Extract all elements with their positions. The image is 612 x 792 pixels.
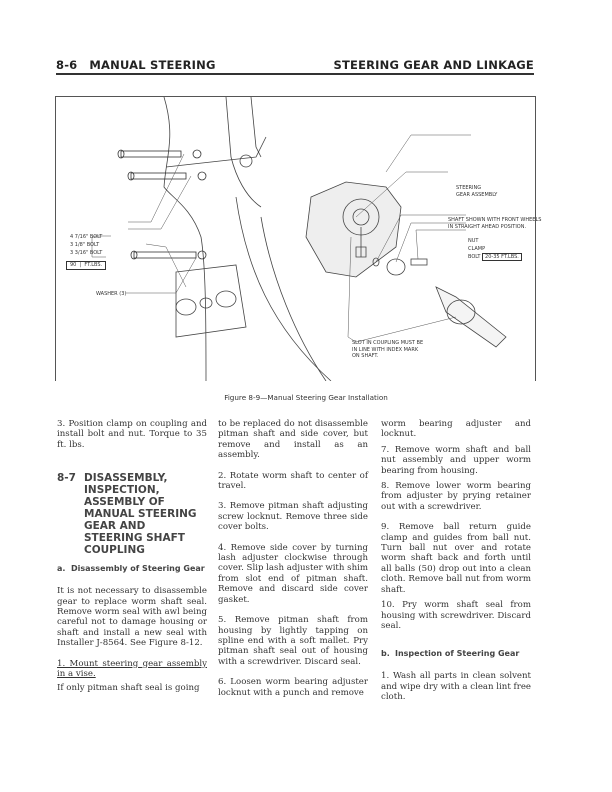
subsection-letter: b. <box>381 649 390 659</box>
label-line: IN LINE WITH INDEX MARK <box>352 346 419 353</box>
label-bolt-torque-box: 90 | FT.LBS. <box>66 261 106 270</box>
paragraph: If only pitman shaft seal is going <box>57 683 200 694</box>
section-title: MANUAL STEERING <box>89 58 216 72</box>
label-clamp: CLAMP <box>468 246 486 252</box>
paragraph: 3. Position clamp on coupling and install bolt and nut. Torque to 35 ft. lbs. <box>57 419 207 450</box>
page-header-left <box>56 58 216 72</box>
label-steering-gear-assembly <box>456 185 497 198</box>
label-line: GEAR ASSEMBLY <box>456 191 498 198</box>
label-bolt-text: BOLT <box>468 254 481 260</box>
label-bolt-torque: 20-35 FT.LBS. <box>482 253 522 261</box>
label-bolt-1: 4 7/16" BOLT <box>70 234 103 240</box>
label-line: SHAFT SHOWN WITH FRONT WHEELS <box>448 217 542 223</box>
text-column-2 <box>218 419 368 708</box>
paragraph <box>57 659 207 680</box>
section-number: 8-7 <box>57 472 76 485</box>
label-line: SLOT IN COUPLING MUST BE <box>352 340 424 346</box>
page-number: 8-6 <box>56 58 78 72</box>
torque-unit: FT.LBS. <box>84 262 103 268</box>
paragraph: worm bearing adjuster and locknut. <box>381 419 531 440</box>
paragraph: 7. Remove worm shaft and ball nut assembly and upper worm bearing from housing. <box>381 444 531 476</box>
label-nut: NUT <box>468 238 479 244</box>
paragraph: 10. Pry worm shaft seal from housing with screwdriver. Discard seal. <box>381 600 531 631</box>
paragraph: 1. Wash all parts in clean solvent and wipe dry with a clean lint free cloth. <box>381 671 531 703</box>
figure-caption: Figure 8-9—Manual Steering Gear Installation <box>224 393 388 402</box>
label-bolt-2: 3 1/8" BOLT <box>70 242 100 248</box>
paragraph: 4. Remove side cover by turning lash adjuster clockwise through cover. Slip lash adjuster with shim from slot end of pitman shaft. Remove and discard side cover gasket. <box>218 542 368 605</box>
paragraph: It is not necessary to disassemble gear to replace worm shaft seal. Remove worm seal with awl being careful not to damage housing or shaft and install a new seal with Installer J-8564. See Figure 8-12. <box>57 586 207 649</box>
subsection-heading-text: Disassembly of Steering Gear <box>71 564 205 574</box>
paragraph: 9. Remove ball return guide clamp and guides from ball nut. Turn ball nut over and rotate worm shaft back and forth until all balls (50) drop out into a clean cloth. Remove ball nut from worm shaft. <box>381 522 531 595</box>
label-bolt-3: 3 3/16" BOLT <box>70 250 103 256</box>
subsection-heading-text: Inspection of Steering Gear <box>395 649 520 659</box>
steering-gear-illustration <box>56 97 535 381</box>
paragraph: to be replaced do not disassemble pitman shaft and side cover, but remove and install as an assembly. <box>218 419 368 461</box>
label-washer: WASHER (3) <box>96 291 127 297</box>
paragraph: 2. Rotate worm shaft to center of travel. <box>218 470 368 492</box>
label-line: IN STRAIGHT AHEAD POSITION. <box>448 223 527 230</box>
paragraph: 5. Remove pitman shaft from housing by lightly tapping on spline end with a soft mallet. Pry pitman shaft seal out of housing with a screwdriver. Discard seal. <box>218 615 368 667</box>
chapter-title: STEERING GEAR AND LINKAGE <box>333 58 534 72</box>
paragraph: 6. Loosen worm bearing adjuster locknut with a punch and remove <box>218 677 368 698</box>
subsection-letter: a. <box>57 564 66 574</box>
label-bolt <box>468 254 522 261</box>
text-column-1 <box>57 419 207 704</box>
paragraph: 3. Remove pitman shaft adjusting screw locknut. Remove three side cover bolts. <box>218 501 368 533</box>
section-heading <box>57 472 207 556</box>
paragraph: 8. Remove lower worm bearing from adjuster by prying retainer out with a screwdriver. <box>381 481 531 512</box>
header-rule <box>56 73 534 75</box>
text-column-3 <box>381 419 531 713</box>
label-line: STEERING <box>456 185 482 191</box>
figure-steering-gear-installation <box>55 96 542 381</box>
subsection-heading <box>57 564 207 574</box>
underlined-step: 1. Mount steering gear assembly in a vise. <box>57 658 207 680</box>
label-shaft-position <box>448 217 541 230</box>
label-line: ON SHAFT. <box>352 353 379 359</box>
section-heading-text: DISASSEMBLY, INSPECTION, ASSEMBLY OF MANUAL STEERING GEAR AND STEERING SHAFT COUPLING <box>84 472 197 557</box>
subsection-heading <box>381 649 531 659</box>
label-slot-coupling <box>352 340 423 360</box>
torque-value: 90 <box>70 262 77 268</box>
